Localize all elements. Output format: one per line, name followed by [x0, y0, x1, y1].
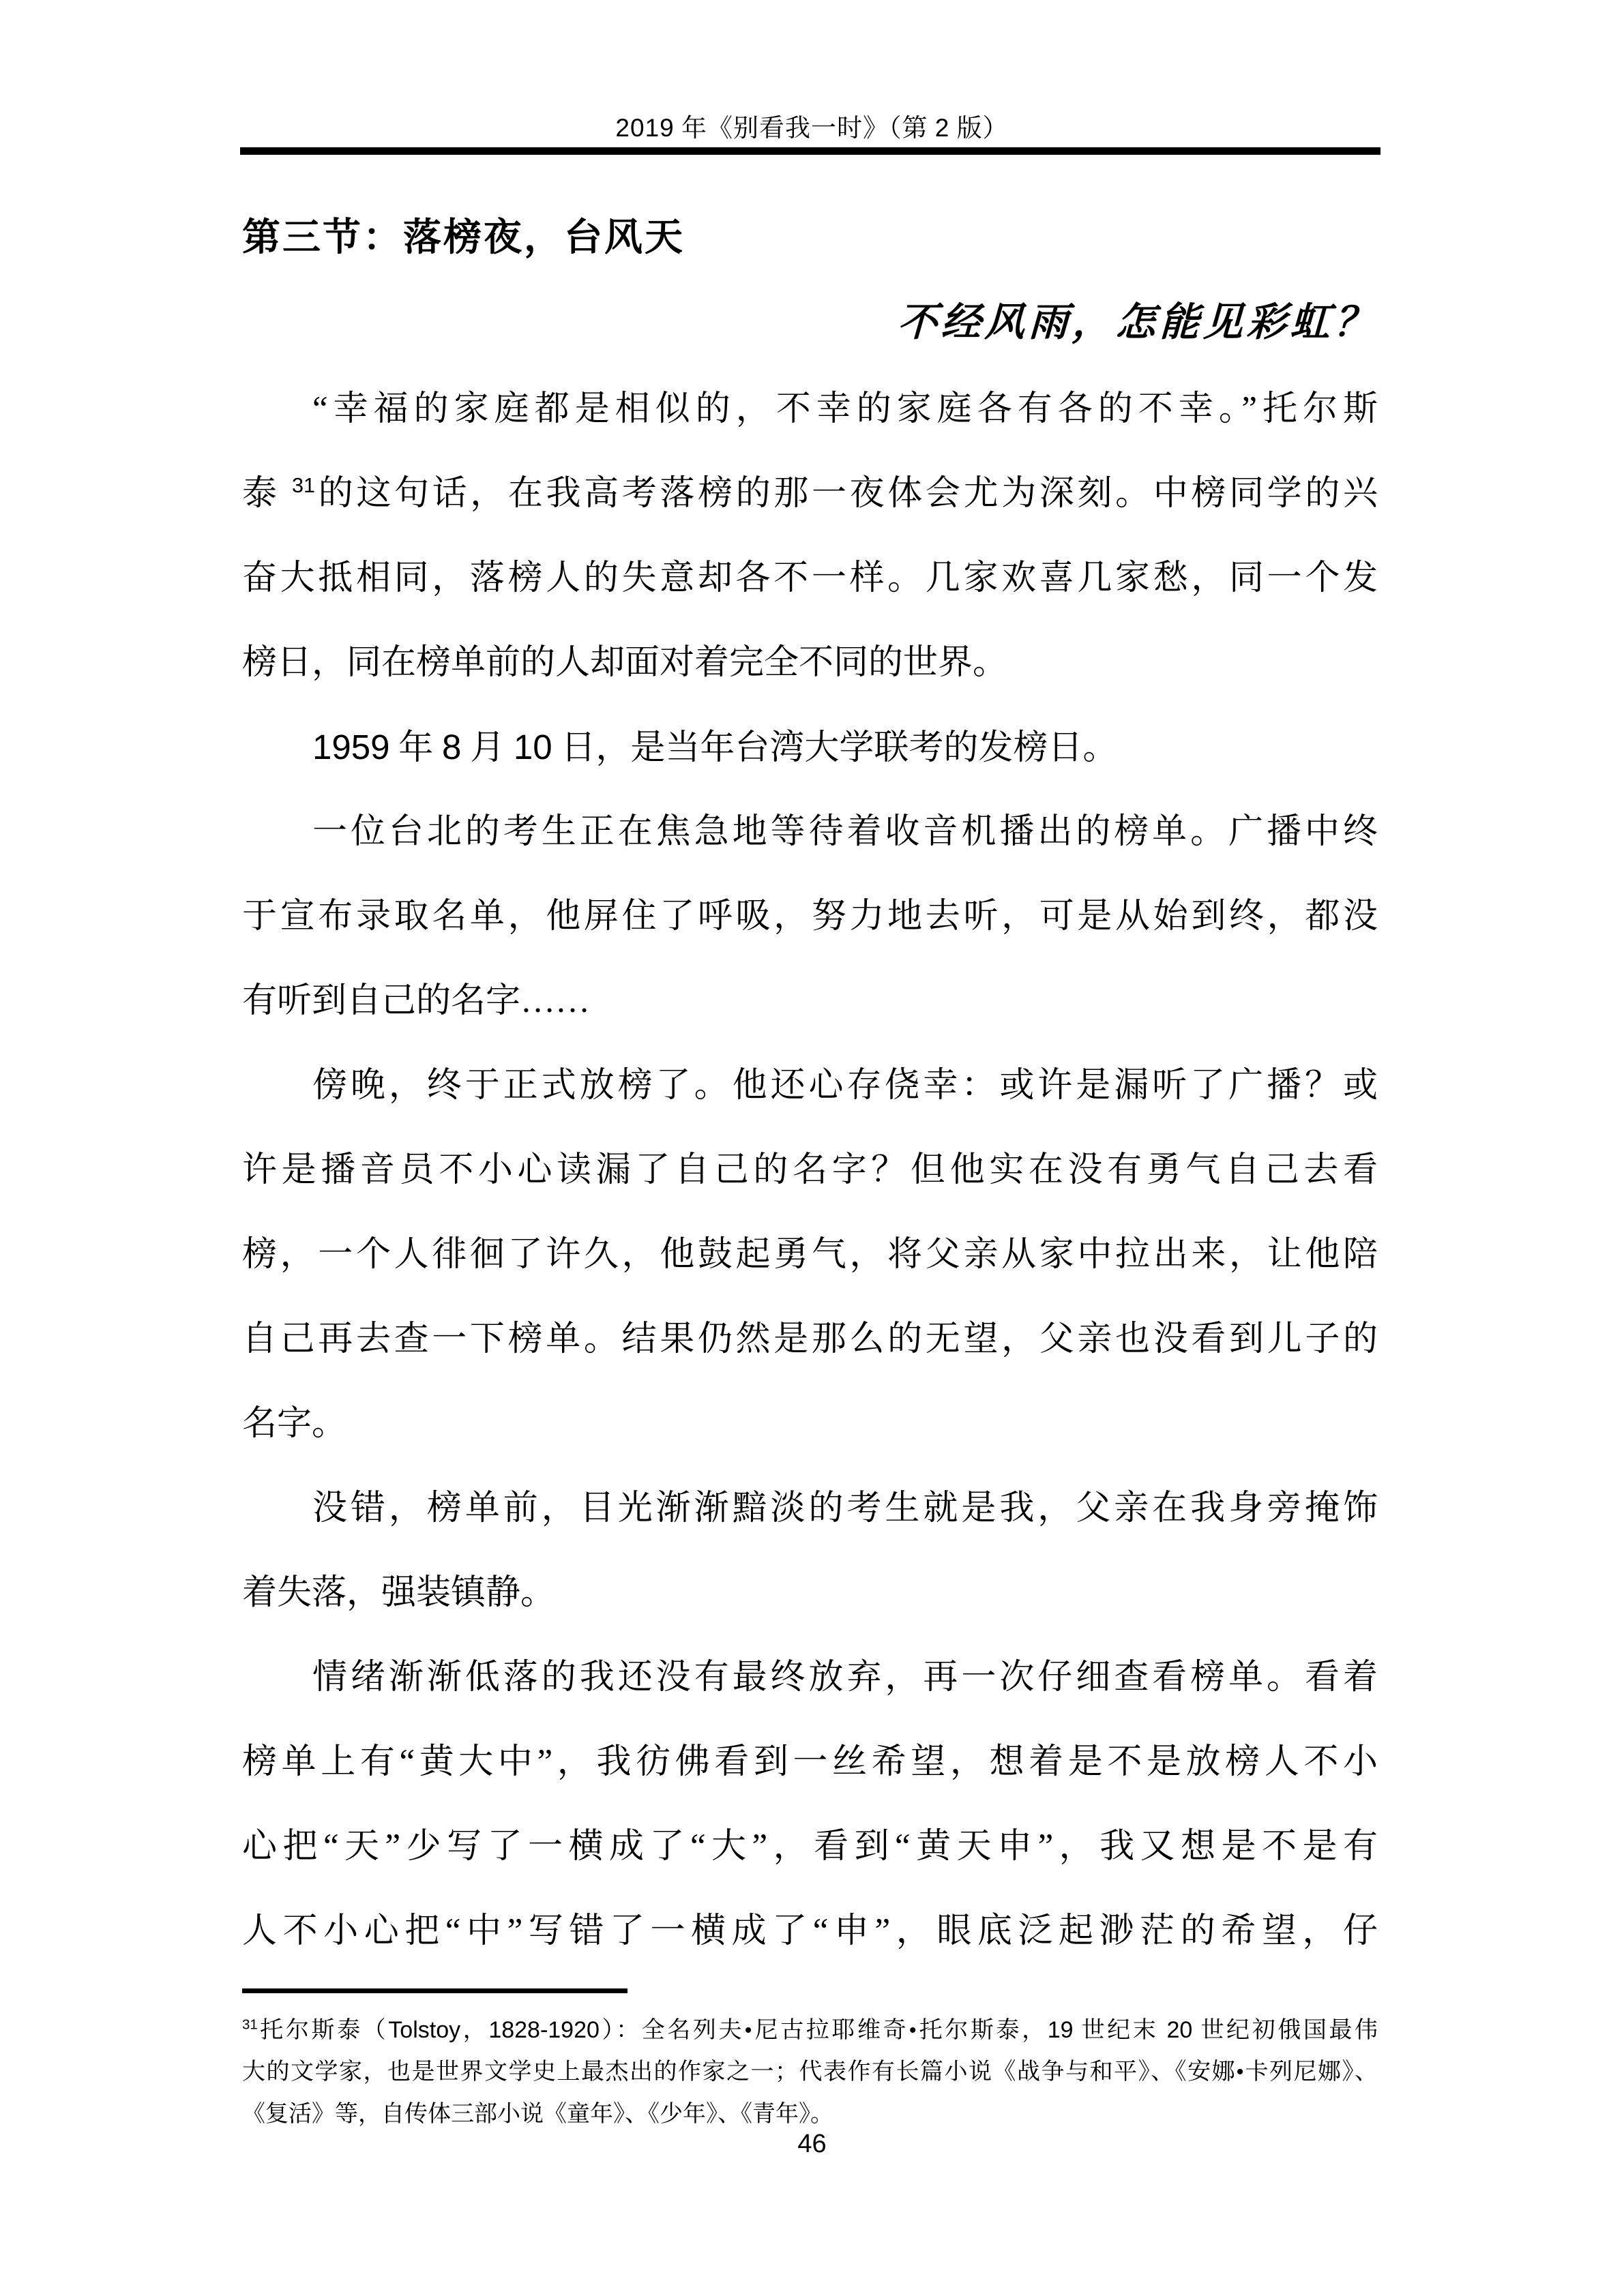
footnote-ref: 31 [292, 474, 316, 497]
body-line: 1959 年 8 月 10 日，是当年台湾大学联考的发榜日。 [312, 728, 1118, 767]
page-number: 46 [797, 2130, 827, 2158]
body-line: 许是播音员不小心读漏了自己的名字？但他实在没有勇气自己去看 [242, 1151, 1378, 1189]
header-rule [240, 147, 1381, 155]
body-line: 自己再去查一下榜单。结果仍然是那么的无望，父亲也没看到儿子的 [242, 1320, 1378, 1358]
body-line: 心把“天”少写了一横成了“大”，看到“黄天申”，我又想是不是有 [242, 1828, 1378, 1866]
body-line: 名字。 [242, 1405, 347, 1443]
footnote-line: 大的文学家，也是世界文学史上最杰出的作家之一；代表作有长篇小说《战争与和平》、《安娜•卡列尼娜》、 [242, 2059, 1378, 2085]
body-line: 泰 $^{31}$的这句话，在我高考落榜的那一夜体会尤为深刻。中榜同学的兴 [242, 474, 1378, 513]
footnote-line: $^{31}$托尔斯泰（Tolstoy，1828-1920）：全名列夫•尼古拉耶维奇•托尔斯泰，19 世纪末 20 世纪初俄国最伟 [242, 2017, 1378, 2043]
body-line: 榜日，同在榜单前的人却面对着完全不同的世界。 [242, 644, 1008, 682]
body-line: 着失落，强装镇静。 [242, 1574, 556, 1612]
body-line: “幸福的家庭都是相似的，不幸的家庭各有各的不幸。”托尔斯 [312, 390, 1378, 428]
body-text [242, 367, 1378, 1973]
section-title: 第三节：落榜夜，台风天 [242, 217, 685, 259]
epigraph-quote: 不经风雨，怎能见彩虹？ [896, 300, 1379, 344]
footnote-ref: 31 [242, 2017, 258, 2033]
body-line: 情绪渐渐低落的我还没有最终放弃，再一次仔细查看榜单。看着 [312, 1658, 1378, 1697]
body-line: 于宣布录取名单，他屏住了呼吸，努力地去听，可是从始到终，都没 [242, 897, 1378, 936]
body-line: 没错，榜单前，目光渐渐黯淡的考生就是我，父亲在我身旁掩饰 [312, 1489, 1378, 1527]
body-line: 榜，一个人徘徊了许久，他鼓起勇气，将父亲从家中拉出来，让他陪 [242, 1236, 1378, 1274]
body-line: 榜单上有“黄大中”，我彷佛看到一丝希望，想着是不是放榜人不小 [242, 1743, 1378, 1781]
body-line: 一位台北的考生正在焦急地等待着收音机播出的榜单。广播中终 [312, 813, 1378, 851]
footnote-separator [242, 1988, 628, 1993]
body-line: 傍晚，终于正式放榜了。他还心存侥幸：或许是漏听了广播？或 [312, 1067, 1378, 1105]
footnote-line: 《复活》等，自传体三部小说《童年》、《少年》、《青年》。 [242, 2102, 833, 2127]
body-line: 有听到自己的名字…… [242, 982, 591, 1020]
running-header: 2019 年《别看我一时》（第 2 版） [615, 114, 1009, 143]
body-line: 奋大抵相同，落榜人的失意却各不一样。几家欢喜几家愁，同一个发 [242, 559, 1378, 597]
footnote [242, 2009, 1378, 2136]
body-line: 人不小心把“中”写错了一横成了“申”，眼底泛起渺茫的希望，仔 [242, 1912, 1378, 1950]
